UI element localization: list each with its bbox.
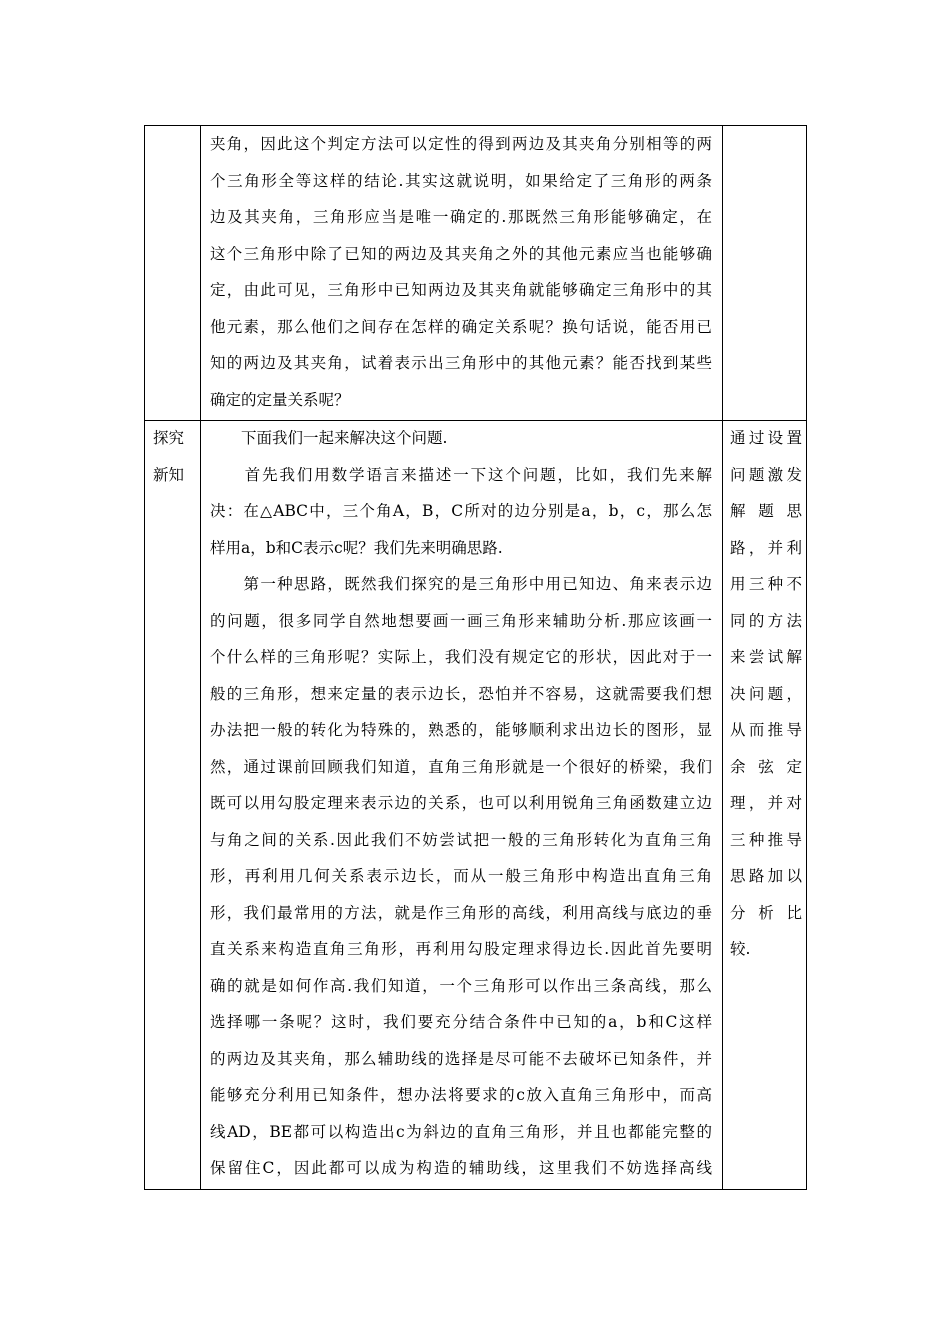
note-line: 同的方法 [730,611,802,630]
row2-content [210,420,712,1187]
row1-line: 定，由此可见，三角形中已知两边及其夹角就能够确定三角形中的其 [210,281,712,299]
row2-line: 首先我们用数学语言来描述一下这个问题，比如，我们先来解 [210,465,712,484]
row2-line: 的两边及其夹角，那么辅助线的选择是尽可能不去破坏已知条件，并 [210,1049,712,1068]
note-line: 分 析 比 [730,903,802,922]
row2-line: 既可以用勾股定理来表示边的关系，也可以利用锐角三角函数建立边 [210,794,712,812]
row2-notes [730,420,802,968]
note-line: 决问题， [730,684,802,703]
note-line: 问题激发 [730,465,802,484]
row2-label-line2: 新知 [153,465,185,484]
row2-line: 线AD，BE都可以构造出c为斜边的直角三角形，并且也都能完整的 [210,1122,712,1141]
row2-line: 样用a，b和C表示c呢？我们先来明确思路. [210,538,503,557]
row1-line: 夹角，因此这个判定方法可以定性的得到两边及其夹角分别相等的两 [210,135,712,153]
row1-line: 确定的定量关系呢？ [210,390,350,409]
row2-line: 形，我们最常用的方法，就是作三角形的高线，利用高线与底边的垂 [210,903,712,922]
row2-line: 确的就是如何作高.我们知道，一个三角形可以作出三条高线，那么 [210,976,712,995]
row1-line: 个三角形全等这样的结论.其实这就说明，如果给定了三角形的两条 [210,171,712,190]
note-line: 来尝试解 [730,648,802,666]
column-divider-right [722,126,723,1189]
row1-line: 边及其夹角，三角形应当是唯一确定的.那既然三角形能够确定，在 [210,208,712,226]
row2-line: 保留住C，因此都可以成为构造的辅助线，这里我们不妨选择高线 [210,1159,712,1177]
note-line: 理，并对 [730,794,802,812]
note-line: 解 题 思 [730,502,802,520]
note-line: 三种推导 [730,830,802,849]
row2-line: 决：在△ABC中，三个角A，B，C所对的边分别是a，b，c，那么怎 [210,502,712,520]
row2-line: 办法把一般的转化为特殊的，熟悉的，能够顺利求出边长的图形，显 [210,721,712,739]
row2-line: 第一种思路，既然我们探究的是三角形中用已知边、角来表示边 [210,575,712,593]
row1-line: 这个三角形中除了已知的两边及其夹角之外的其他元素应当也能够确 [210,244,712,263]
row1-content [210,126,712,418]
row2-line: 下面我们一起来解决这个问题. [210,429,448,447]
note-line: 较. [730,940,751,958]
lesson-table [144,125,807,1190]
row1-line: 知的两边及其夹角，试着表示出三角形中的其他元素？能否找到某些 [210,354,712,372]
row2-line: 选择哪一条呢？这时，我们要充分结合条件中已知的a，b和C这样 [210,1013,712,1031]
row2-line: 直关系来构造直角三角形，再利用勾股定理求得边长.因此首先要明 [210,940,712,958]
note-line: 路，并利 [730,538,802,557]
row2-line: 般的三角形，想来定量的表示边长，恐怕并不容易，这就需要我们想 [210,684,712,703]
note-line: 思路加以 [730,867,802,885]
row2-label-line1: 探究 [153,429,185,447]
note-line: 从而推导 [730,721,802,739]
note-line: 余 弦 定 [730,757,802,776]
row2-label [153,420,197,493]
row2-line: 与角之间的关系.因此我们不妨尝试把一般的三角形转化为直角三角 [210,830,712,849]
row2-line: 然，通过课前回顾我们知道，直角三角形就是一个很好的桥梁，我们 [210,757,712,776]
note-line: 用三种不 [730,575,802,593]
column-divider-left [200,126,201,1189]
row2-line: 能够充分利用已知条件，想办法将要求的c放入直角三角形中，而高 [210,1086,712,1104]
row2-line: 的问题，很多同学自然地想要画一画三角形来辅助分析.那应该画一 [210,611,712,630]
note-line: 通过设置 [730,429,802,447]
row2-line: 个什么样的三角形呢？实际上，我们没有规定它的形状，因此对于一 [210,648,712,666]
row2-line: 形，再利用几何关系表示边长，而从一般三角形中构造出直角三角 [210,867,712,885]
row1-line: 他元素，那么他们之间存在怎样的确定关系呢？换句话说，能否用已 [210,317,712,336]
